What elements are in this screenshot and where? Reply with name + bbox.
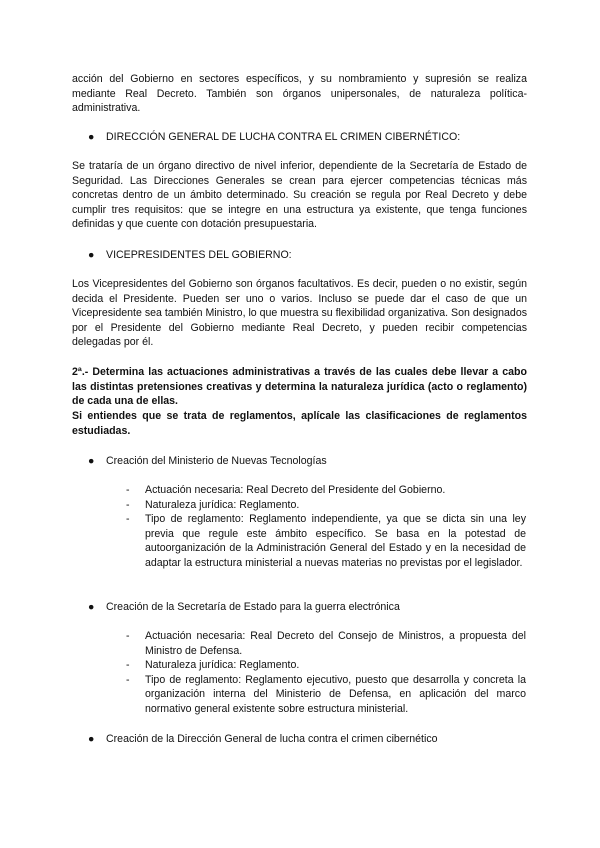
ministerio-heading: Creación del Ministerio de Nuevas Tecnologías <box>106 455 327 467</box>
secretaria-list <box>126 629 526 717</box>
bullet-dot-icon: ● <box>88 601 95 613</box>
bullet-dot-icon: ● <box>88 455 95 467</box>
dash-icon: - <box>126 484 130 496</box>
bullet-dot-icon: ● <box>88 249 95 261</box>
dash-icon: - <box>126 659 130 672</box>
direccion-creation-heading: Creación de la Dirección General de lucha contra el crimen cibernético <box>106 733 438 745</box>
direccion-heading: DIRECCIÓN GENERAL DE LUCHA CONTRA EL CRIMEN CIBERNÉTICO: <box>106 131 461 143</box>
list-item: - Naturaleza jurídica: Reglamento. <box>126 659 300 672</box>
ministerio-list <box>126 483 526 571</box>
intro-paragraph: acción del Gobierno en sectores específicos, y su nombramiento y supresión se realiza mediante Real Decreto. También son órganos unipersonales, de naturaleza política-administrativa. <box>72 73 527 115</box>
vice-heading: VICEPRESIDENTES DEL GOBIERNO: <box>106 249 292 261</box>
question-2-note: Si entiendes que se trata de reglamentos, aplícale las clasificaciones de reglamentos estudiadas. <box>72 410 527 437</box>
bullet-dot-icon: ● <box>88 131 95 143</box>
question-2: 2ª.- Determina las actuaciones administrativas a través de las cuales debe llevar a cabo las distintas pretensiones creativas y determina la naturaleza jurídica (acto o reglamento) de cada una de ellas. <box>72 366 527 408</box>
bullet-dot-icon: ● <box>88 733 95 745</box>
list-item: - Tipo de reglamento: Reglamento independiente, ya que se dicta sin una ley previa que regule este ámbito específico. Se basa en la potestad de autoorganización de la Administración General del Estado y en la necesidad de adaptar la estructura ministerial a nuevas materias no previstas por el legislador. <box>126 513 526 569</box>
dash-icon: - <box>126 630 130 642</box>
secretaria-heading: Creación de la Secretaría de Estado para la guerra electrónica <box>106 601 400 613</box>
list-item: - Tipo de reglamento: Reglamento ejecutivo, puesto que desarrolla y concreta la organización interna del Ministerio de Defensa, en aplicación del marco normativo general existente sobre estructura ministerial. <box>126 673 526 715</box>
dash-icon: - <box>126 498 130 511</box>
dash-icon: - <box>126 673 130 686</box>
direccion-paragraph: Se trataría de un órgano directivo de nivel inferior, dependiente de la Secretaría de Estado de Seguridad. Las Direcciones Generales se crean para ejercer competencias técnicas más concretas dentro de un ámbito determinado. Su creación se regula por Real Decreto y debe cumplir tres requisitos: que se integre en una estructura ya existente, que tenga funciones definidas y que cuente con dotación presupuestaria. <box>72 160 527 231</box>
list-item: - Actuación necesaria: Real Decreto del Consejo de Ministros, a propuesta del Ministro de Defensa. <box>126 630 526 657</box>
dash-icon: - <box>126 513 130 526</box>
list-item: - Naturaleza jurídica: Reglamento. <box>126 498 300 511</box>
list-item: - Actuación necesaria: Real Decreto del Presidente del Gobierno. <box>126 484 446 496</box>
vice-paragraph: Los Vicepresidentes del Gobierno son órganos facultativos. Es decir, pueden o no existir, según decida el Presidente. Pueden ser uno o varios. Incluso se puede dar el caso de que un Vicepresidente sea también Ministro, lo que muestra su flexibilidad organizativa. Son designados por el Presidente del Gobierno mediante Real Decreto, y pueden recibir competencias delegadas por él. <box>72 278 528 349</box>
